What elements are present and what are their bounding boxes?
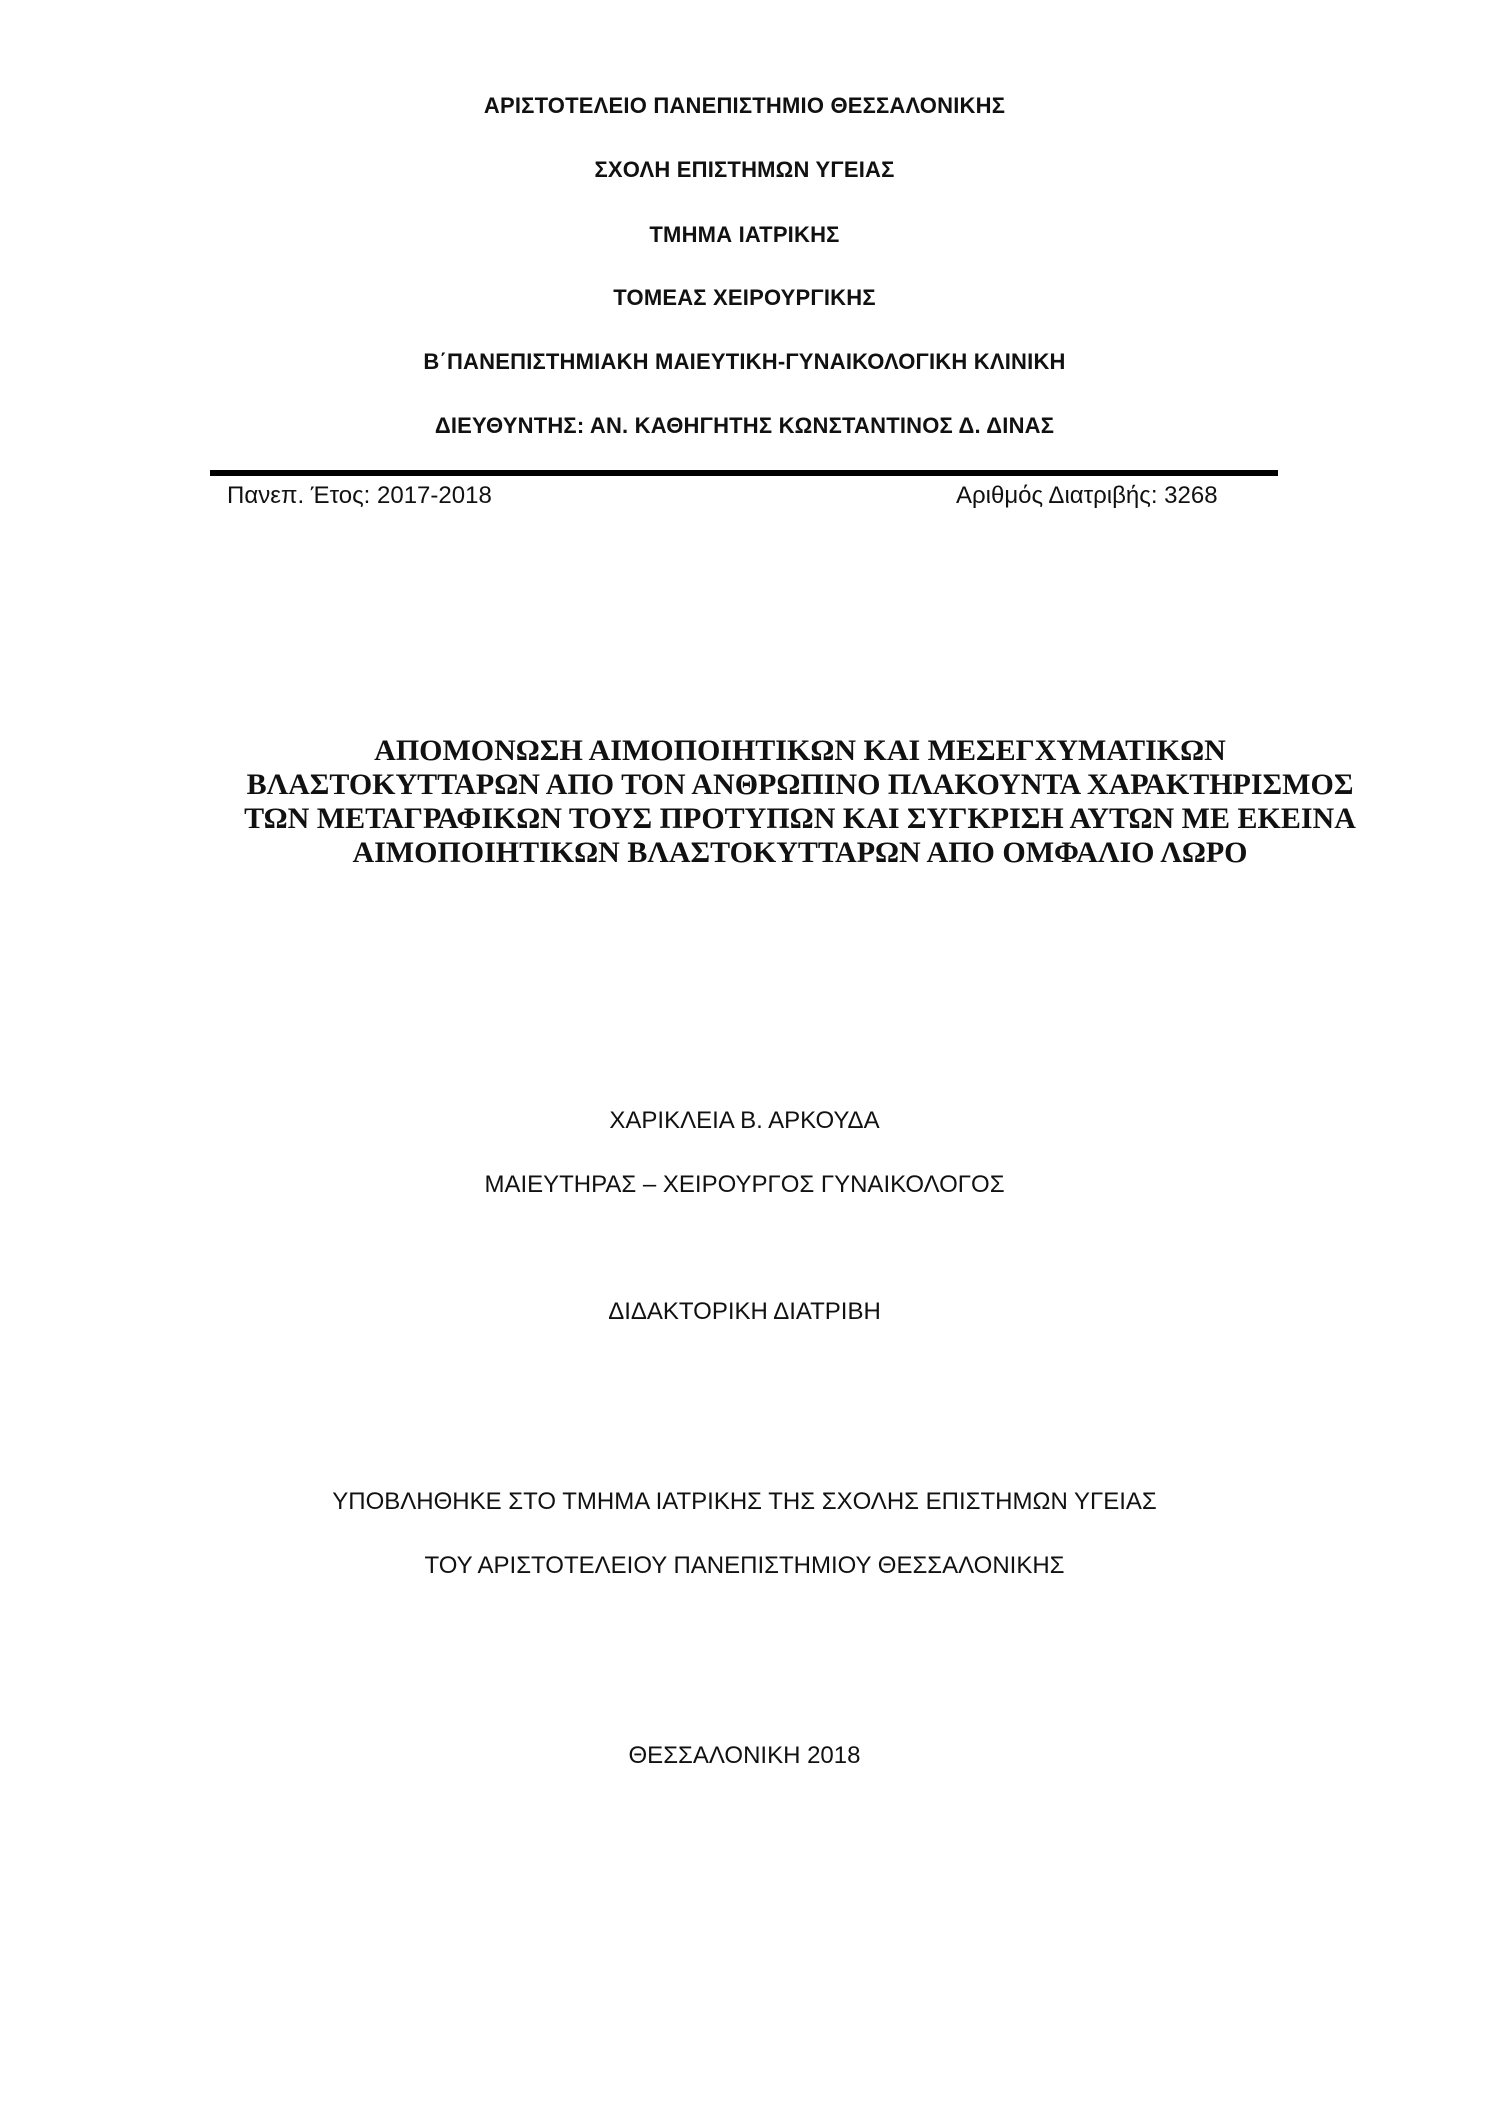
academic-year: Πανεπ. Έτος: 2017-2018 [227,482,492,509]
header-divider [210,470,1278,476]
university-name: ΑΡΙΣΤΟΤΕΛΕΙΟ ΠΑΝΕΠΙΣΤΗΜΙΟ ΘΕΣΣΑΛΟΝΙΚΗΣ [483,93,1006,118]
thesis-title [240,734,1360,870]
thesis-title-line: ΑΠΟΜΟΝΩΣΗ ΑΙΜΟΠΟΙΗΤΙΚΩΝ ΚΑΙ ΜΕΣΕΓΧΥΜΑΤΙΚΩΝ [374,734,1226,767]
author-name: ΧΑΡΙΚΛΕΙΑ Β. ΑΡΚΟΥΔΑ [609,1107,880,1134]
clinic-name: Β΄ΠΑΝΕΠΙΣΤΗΜΙΑΚΗ ΜΑΙΕΥΤΙΚΗ-ΓΥΝΑΙΚΟΛΟΓΙΚΗ ΚΛΙΝΙΚΗ [423,349,1066,374]
school-name: ΣΧΟΛΗ ΕΠΙΣΤΗΜΩΝ ΥΓΕΙΑΣ [594,157,895,182]
submission-line-1: ΥΠΟΒΛΗΘΗΚΕ ΣΤΟ ΤΜΗΜΑ ΙΑΤΡΙΚΗΣ ΤΗΣ ΣΧΟΛΗΣ ΕΠΙΣΤΗΜΩΝ ΥΓΕΙΑΣ [332,1488,1157,1515]
place-year: ΘΕΣΣΑΛΟΝΙΚΗ 2018 [628,1742,861,1769]
sector-name: ΤΟΜΕΑΣ ΧΕΙΡΟΥΡΓΙΚΗΣ [613,285,876,310]
submission-line-2: ΤΟΥ ΑΡΙΣΤΟΤΕΛΕΙΟΥ ΠΑΝΕΠΙΣΤΗΜΙΟΥ ΘΕΣΣΑΛΟΝΙΚΗΣ [424,1552,1065,1579]
department-name: ΤΜΗΜΑ ΙΑΤΡΙΚΗΣ [649,222,840,247]
document-type: ΔΙΔΑΚΤΟΡΙΚΗ ΔΙΑΤΡΙΒΗ [608,1298,881,1325]
thesis-number: Αριθμός Διατριβής: 3268 [956,482,1218,509]
author-profession: ΜΑΙΕΥΤΗΡΑΣ – ΧΕΙΡΟΥΡΓΟΣ ΓΥΝΑΙΚΟΛΟΓΟΣ [484,1171,1005,1198]
thesis-title-line: ΒΛΑΣΤΟΚΥΤΤΑΡΩΝ ΑΠΟ ΤΟΝ ΑΝΘΡΩΠΙΝΟ ΠΛΑΚΟΥΝΤΑ ΧΑΡΑΚΤΗΡΙΣΜΟΣ [246,768,1354,801]
thesis-title-line: ΤΩΝ ΜΕΤΑΓΡΑΦΙΚΩΝ ΤΟΥΣ ΠΡΟΤΥΠΩΝ ΚΑΙ ΣΥΓΚΡΙΣΗ ΑΥΤΩΝ ΜΕ ΕΚΕΙΝΑ [244,802,1356,835]
thesis-title-line: ΑΙΜΟΠΟΙΗΤΙΚΩΝ ΒΛΑΣΤΟΚΥΤΤΑΡΩΝ ΑΠΟ ΟΜΦΑΛΙΟ ΛΩΡΟ [352,836,1248,869]
director-line: ΔΙΕΥΘΥΝΤΗΣ: ΑΝ. ΚΑΘΗΓΗΤΗΣ ΚΩΝΣΤΑΝΤΙΝΟΣ Δ. ΔΙΝΑΣ [434,413,1055,438]
